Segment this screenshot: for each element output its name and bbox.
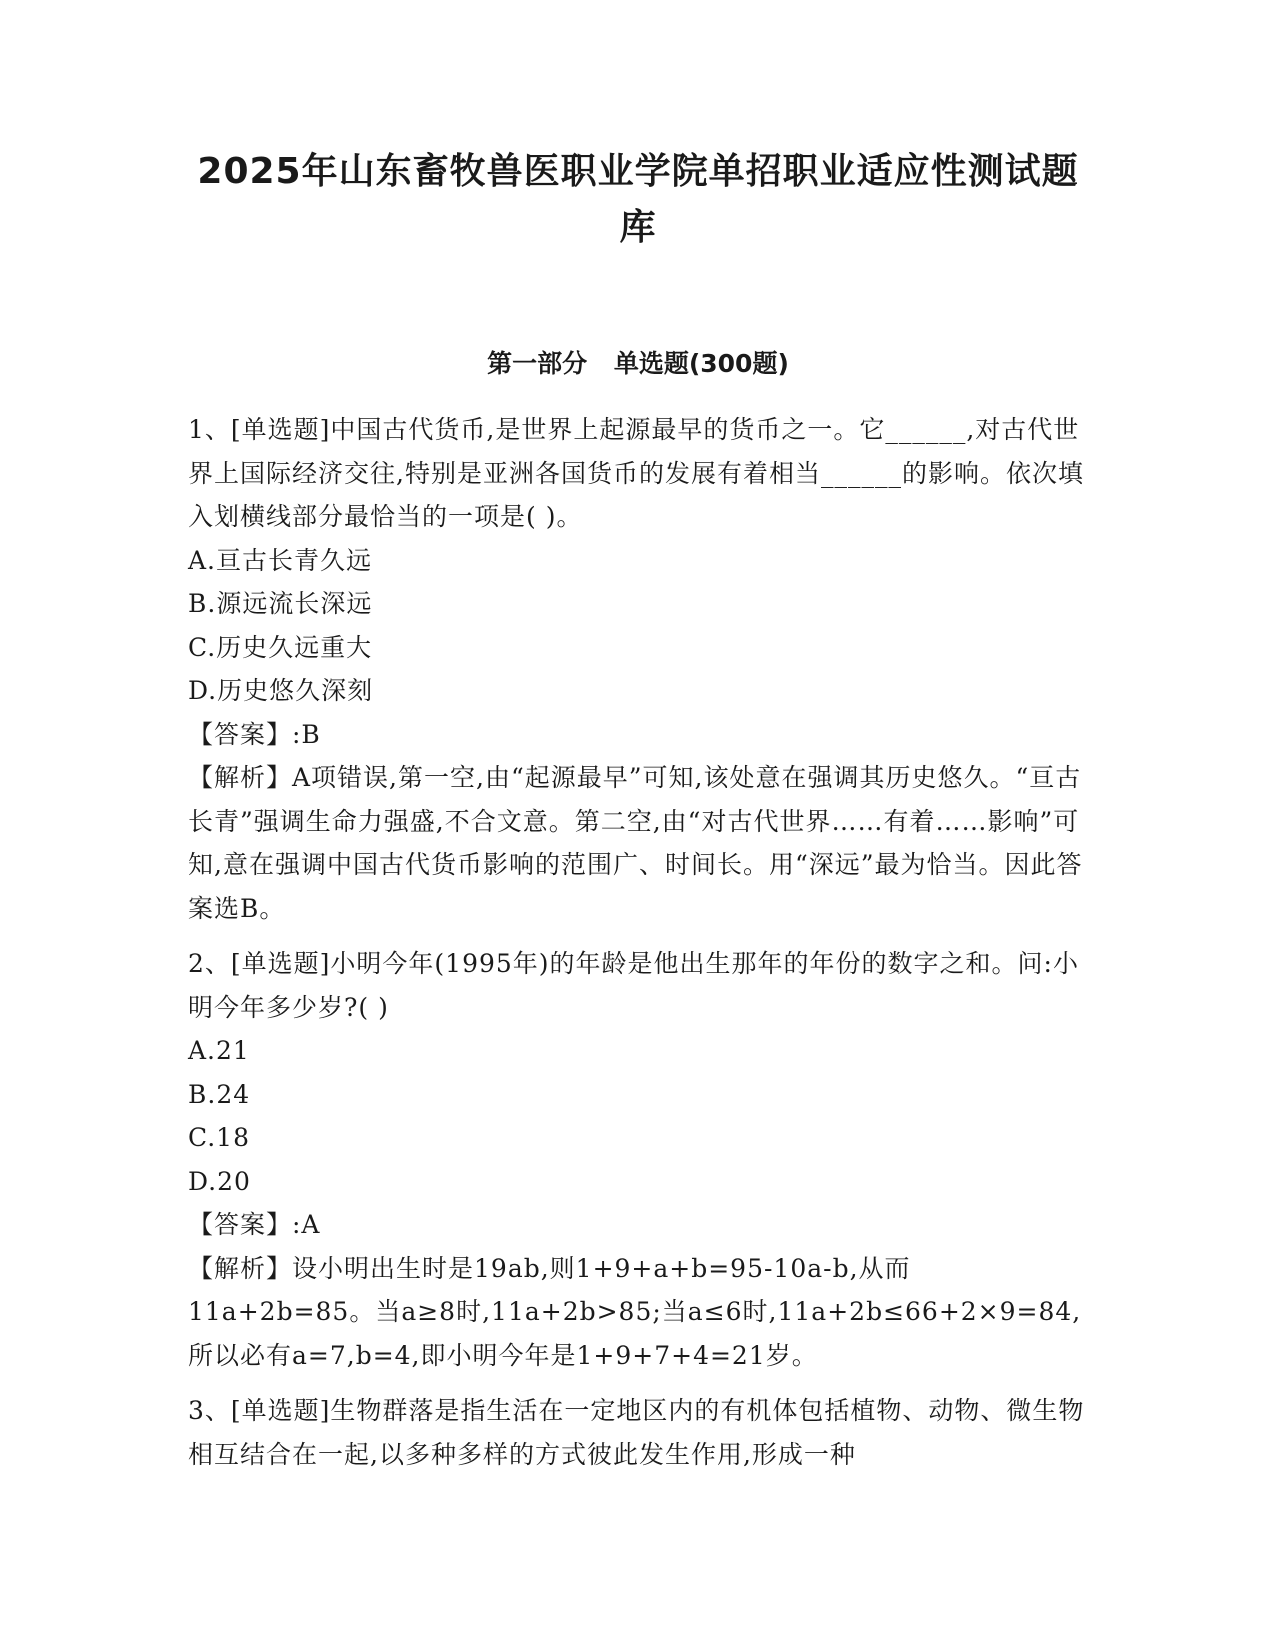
question-list: [188, 408, 1088, 1488]
section-title: 第一部分 单选题(300题): [487, 349, 789, 378]
question-stem: 1、[单选题]中国古代货币,是世界上起源最早的货币之一。它______,对古代世界上国际经济交往,特别是亚洲各国货币的发展有着相当______的影响。依次填入划横线部分最恰当的一项是( )。: [188, 415, 1084, 531]
answer-line: 【答案】:B: [188, 719, 321, 749]
option-a: A.21: [188, 1036, 250, 1065]
option-d: D.20: [188, 1166, 251, 1196]
document-title: 2025年山东畜牧兽医职业学院单招职业适应性测试题库: [197, 151, 1079, 248]
question-2: [188, 942, 1088, 1377]
option-c: C.历史久远重大: [188, 632, 373, 662]
analysis-text: 【解析】A项错误,第一空,由“起源最早”可知,该处意在强调其历史悠久。“亘古长青”强调生命力强盛,不合文意。第二空,由“对古代世界……有着……影响”可知,意在强调中国古代货币影响的范围广、时间长。用“深远”最为恰当。因此答案选B。: [188, 763, 1083, 923]
question-stem: 3、[单选题]生物群落是指生活在一定地区内的有机体包括植物、动物、微生物相互结合在一起,以多种多样的方式彼此发生作用,形成一种: [188, 1396, 1085, 1469]
question-stem: 2、[单选题]小明今年(1995年)的年龄是他出生那年的年份的数字之和。问:小明今年多少岁?( ): [188, 949, 1079, 1022]
question-1: [188, 408, 1088, 930]
answer-line: 【答案】:A: [188, 1210, 321, 1239]
question-3: [188, 1389, 1088, 1476]
option-b: B.24: [188, 1079, 251, 1109]
analysis-text: 【解析】设小明出生时是19ab,则1+9+a+b=95-10a-b,从而11a+2b=85。当a≥8时,11a+2b>85;当a≤6时,11a+2b≤66+2×9=84,所以必有a=7,b=4,即小明今年是1+9+7+4=21岁。: [188, 1253, 1082, 1370]
option-d: D.历史悠久深刻: [188, 676, 374, 705]
option-c: C.18: [188, 1123, 250, 1152]
option-a: A.亘古长青久远: [188, 545, 373, 575]
option-b: B.源远流长深远: [188, 589, 373, 618]
